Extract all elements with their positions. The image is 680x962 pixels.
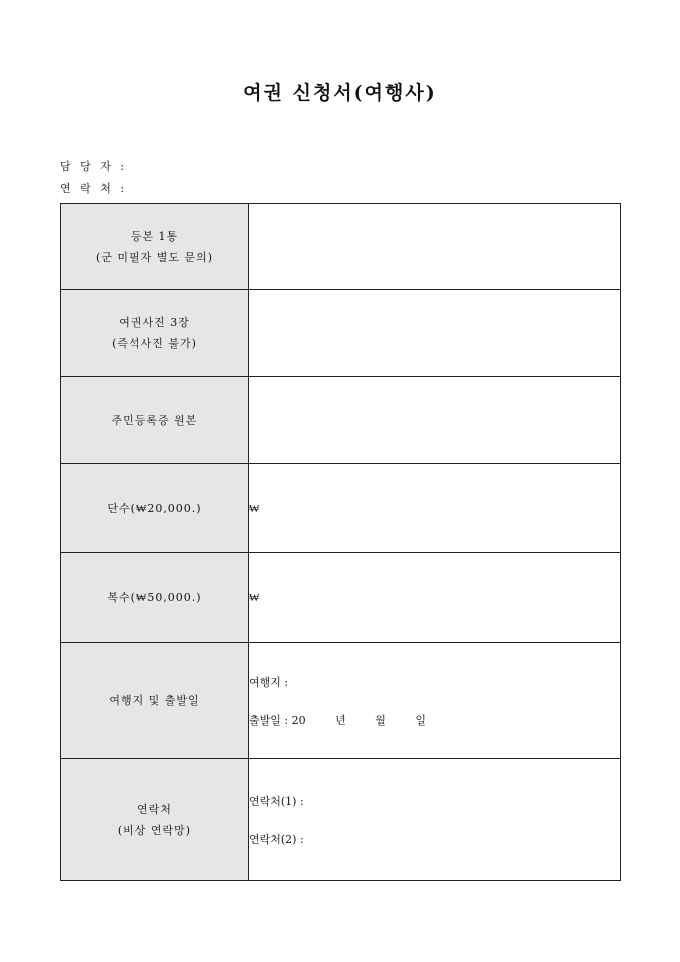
row-single-passport <box>61 464 621 553</box>
value-id-card[interactable] <box>249 377 621 464</box>
value-multiple-passport[interactable]: ₩ <box>249 553 621 643</box>
label-note: (군 미필자 별도 문의) <box>95 250 214 264</box>
label-passport-photo <box>61 290 249 377</box>
value-emergency-contact[interactable] <box>249 759 621 881</box>
label-line: 주민등록증 원본 <box>111 413 198 427</box>
departure-day-label: 일 <box>415 713 426 727</box>
label-line: 단수(₩20,000.) <box>107 501 202 515</box>
label-resident-copy <box>61 204 249 290</box>
label-line: 연락처 <box>137 802 172 816</box>
value-resident-copy[interactable] <box>249 204 621 290</box>
row-passport-photo <box>61 290 621 377</box>
label-note: (즉석사진 불가) <box>112 337 197 350</box>
label-line: 등본 1통 <box>130 229 179 243</box>
value-destination-departure[interactable] <box>249 643 621 759</box>
application-form-table <box>60 203 621 881</box>
spacer <box>249 809 620 831</box>
label-id-card <box>61 377 249 464</box>
destination-field[interactable]: 여행지 : <box>249 675 289 689</box>
departure-year-label: 년 <box>335 713 346 727</box>
row-id-card <box>61 377 621 464</box>
row-emergency-contact <box>61 759 621 881</box>
row-destination-departure <box>61 643 621 759</box>
contact-2-field[interactable]: 연락처(2) : <box>249 832 304 846</box>
row-resident-copy <box>61 204 621 290</box>
label-single-passport <box>61 464 249 553</box>
value-single-passport[interactable]: ₩ <box>249 464 621 553</box>
value-passport-photo[interactable] <box>249 290 621 377</box>
label-multiple-passport <box>61 553 249 643</box>
label-line: 여권사진 3장 <box>119 316 190 329</box>
label-emergency-contact <box>61 759 249 881</box>
departure-month-label: 월 <box>375 713 386 727</box>
label-note: (비상 연락망) <box>117 823 192 837</box>
row-multiple-passport <box>61 553 621 643</box>
contact-1-field[interactable]: 연락처(1) : <box>249 794 304 808</box>
spacer <box>249 690 620 712</box>
label-destination-departure <box>61 643 249 759</box>
manager-field: 담 당 자 : <box>60 160 128 173</box>
departure-date-field[interactable] <box>249 712 620 728</box>
contact-field: 연 락 처 : <box>60 182 128 195</box>
label-line: 여행지 및 출발일 <box>109 694 200 707</box>
label-line: 복수(₩50,000.) <box>107 591 202 604</box>
document-title: 여권 신청서(여행사) <box>243 82 437 104</box>
departure-prefix: 출발일 : 20 <box>249 713 306 727</box>
